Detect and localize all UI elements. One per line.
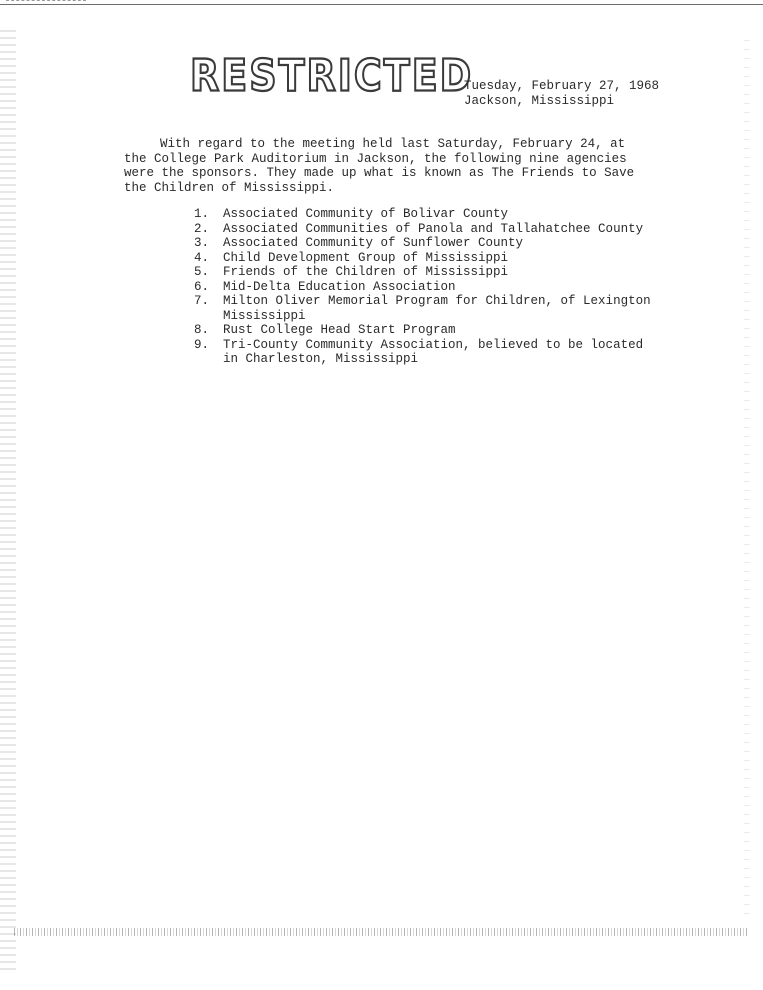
- agency-number: 8.: [194, 323, 210, 337]
- location-text: Jackson, Mississippi: [464, 94, 615, 108]
- agency-name: Milton Oliver Memorial Program for Children, of Lexington Mississippi: [223, 294, 651, 323]
- agency-item: [194, 222, 653, 237]
- agency-item: [194, 207, 653, 222]
- dateline: [464, 79, 659, 109]
- agency-number: 2.: [194, 221, 210, 236]
- agency-number: 7.: [194, 294, 210, 308]
- agency-item: [194, 323, 653, 338]
- scan-top-dashes: [6, 0, 86, 1]
- agency-name: Associated Community of Sunflower County: [223, 236, 524, 250]
- date-text: Tuesday, February 27, 1968: [464, 79, 660, 93]
- agency-name: Child Development Group of Mississippi: [223, 250, 509, 265]
- agency-name: Associated Community of Bolivar County: [223, 207, 509, 221]
- agency-number: 3.: [194, 236, 210, 250]
- scan-top-rule: [0, 4, 763, 5]
- agency-number: 4.: [194, 250, 210, 265]
- agency-item: [194, 294, 653, 323]
- agency-number: 9.: [194, 337, 210, 352]
- scan-bottom-noise: [14, 928, 749, 936]
- agency-item: [194, 338, 653, 367]
- agency-name: Mid-Delta Education Association: [223, 279, 456, 294]
- restricted-stamp: RESTRICTED: [190, 50, 474, 101]
- scan-right-edge-noise: [744, 40, 750, 920]
- intro-paragraph: With regard to the meeting held last Saturday, February 24, at the College Park Auditorium in Jackson, the following nine agencies were the sponsors. They made up what is known as The Friends to Save the Children of Mississippi.: [124, 137, 635, 195]
- agency-list: [194, 207, 653, 367]
- agency-item: [194, 280, 653, 295]
- agency-number: 6.: [194, 279, 210, 294]
- agency-name: Friends of the Children of Mississippi: [223, 265, 509, 279]
- agency-number: 1.: [194, 207, 210, 221]
- agency-name: Associated Communities of Panola and Tallahatchee County: [223, 221, 644, 236]
- agency-item: [194, 236, 653, 251]
- agency-name: Tri-County Community Association, believed to be located in Charleston, Mississippi: [223, 337, 644, 366]
- scan-left-edge-noise: [0, 30, 16, 970]
- agency-item: [194, 265, 653, 280]
- agency-item: [194, 251, 653, 266]
- agency-number: 5.: [194, 265, 210, 279]
- agency-name: Rust College Head Start Program: [223, 323, 456, 337]
